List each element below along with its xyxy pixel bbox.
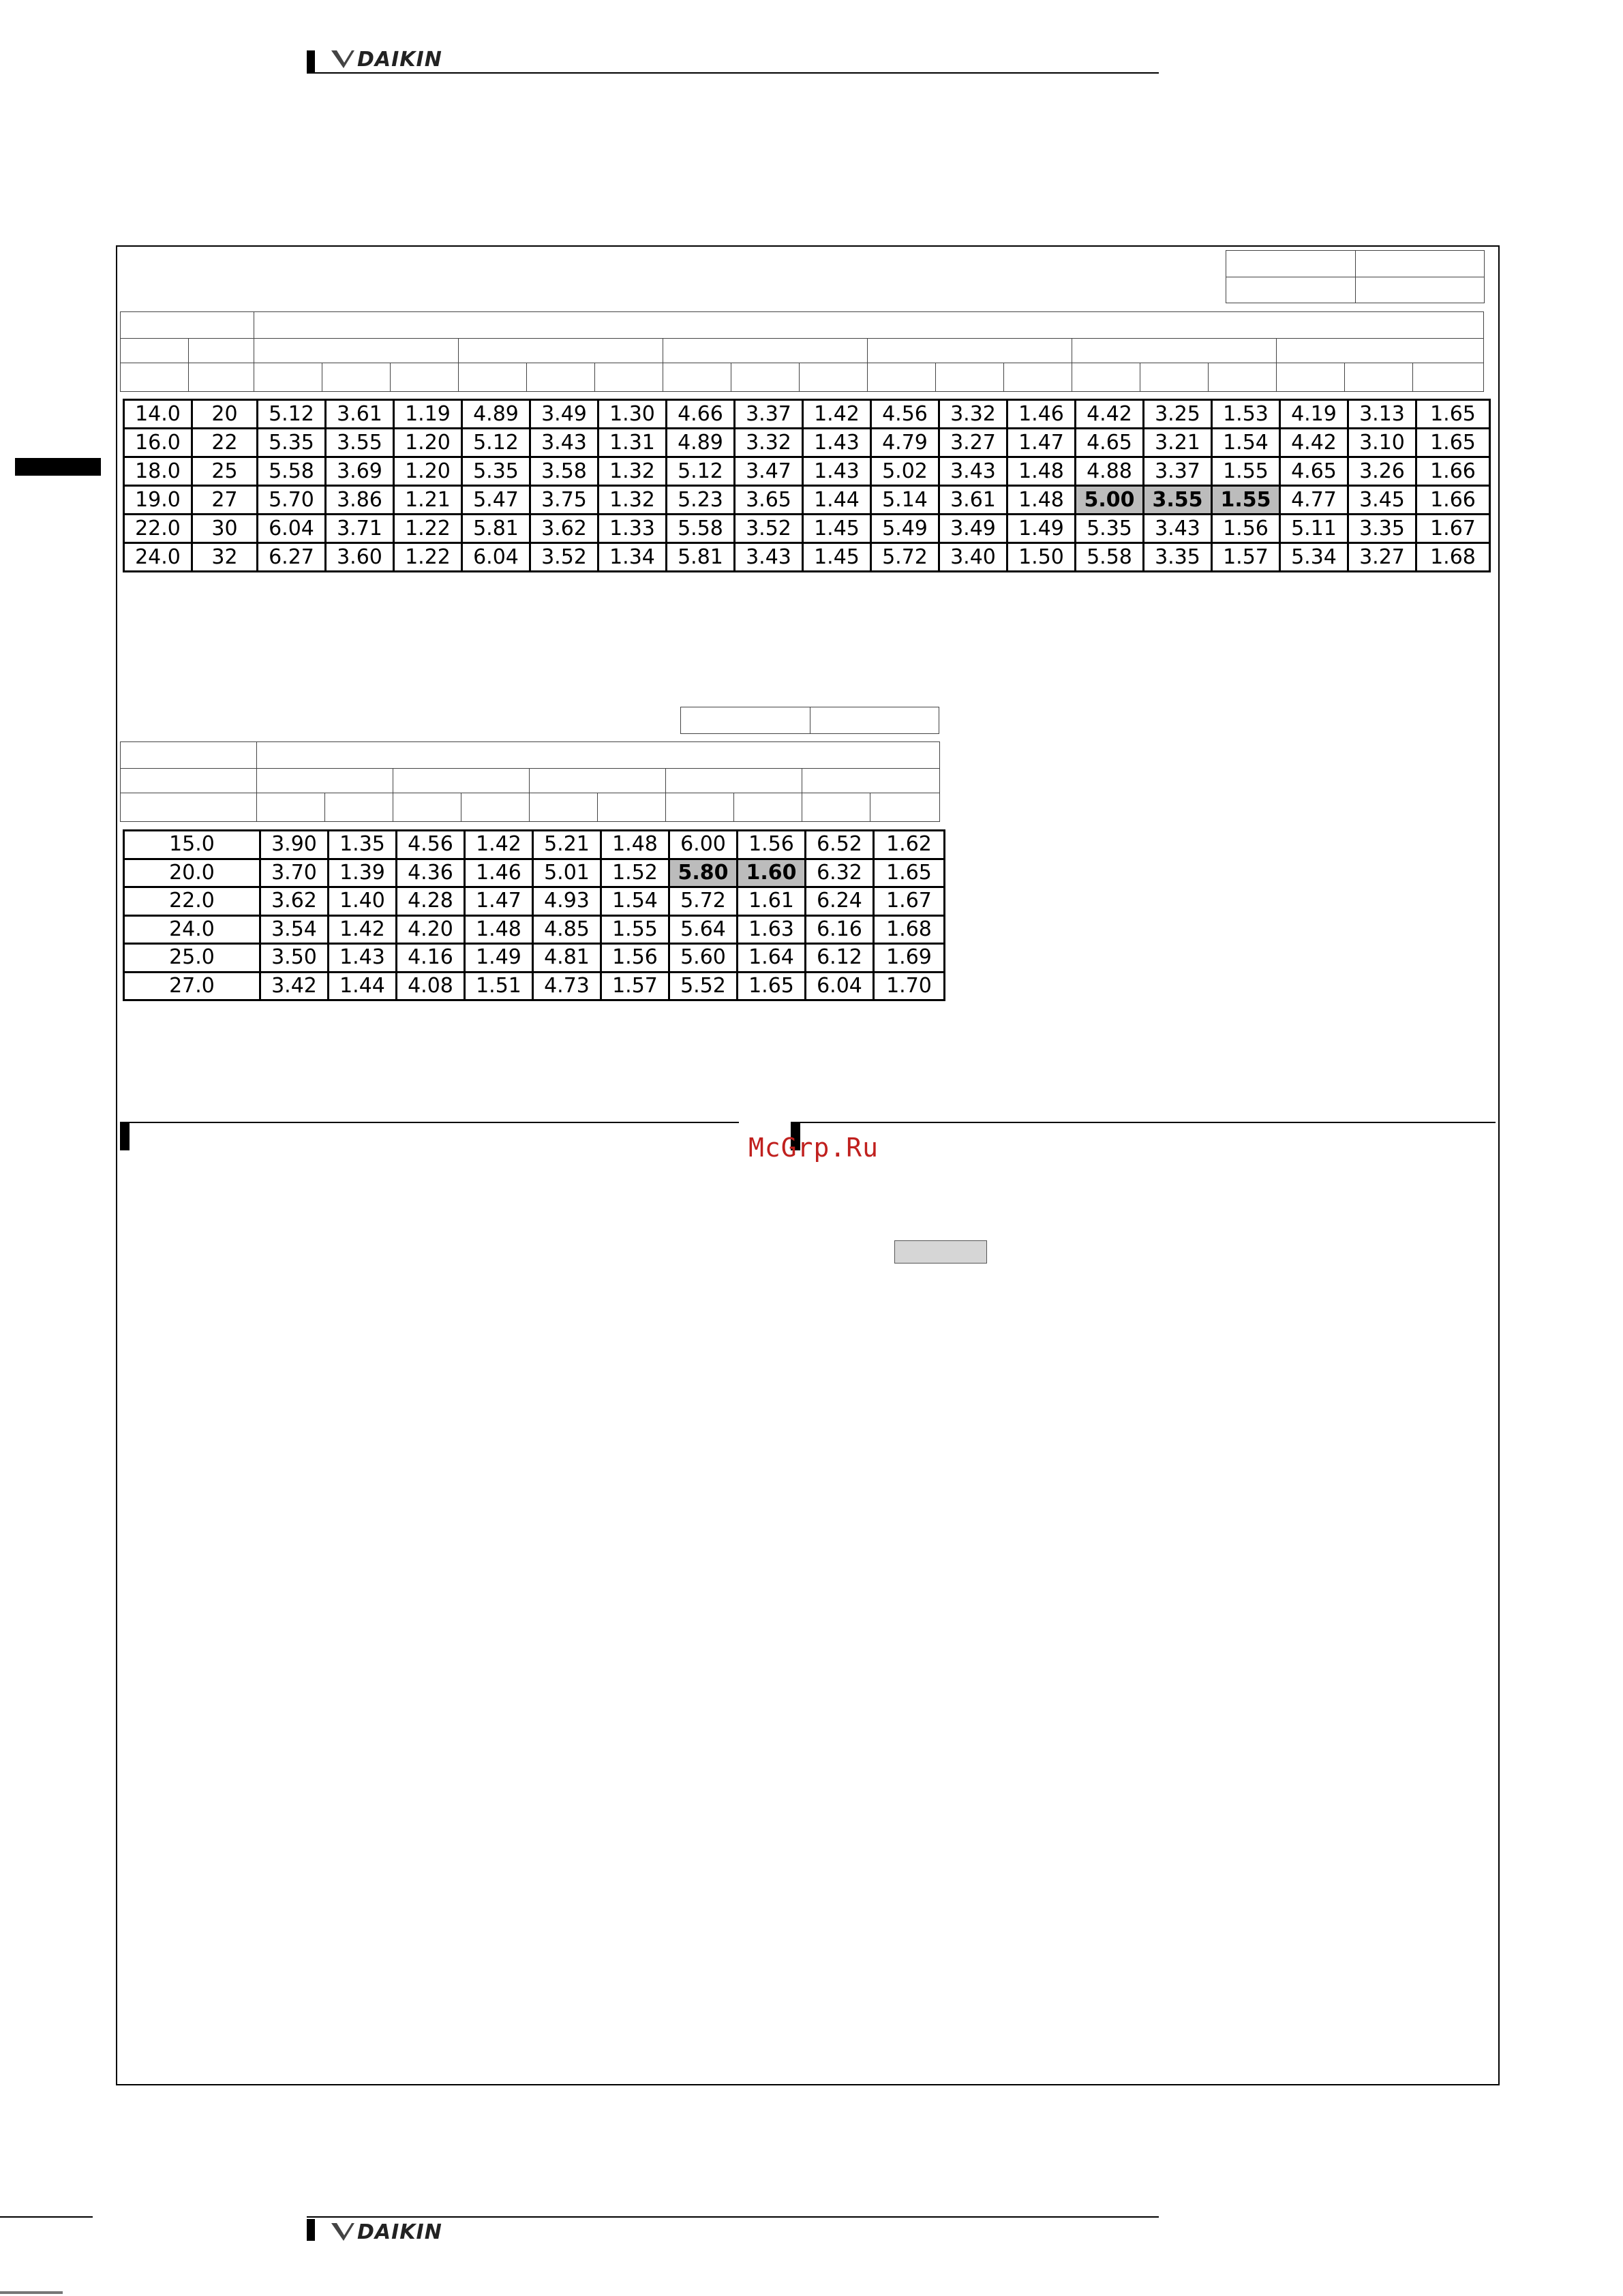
table-cell: 3.42: [260, 972, 329, 1000]
table-cell: 27.0: [124, 972, 260, 1000]
table-cell: 4.89: [462, 400, 530, 429]
table-cell: 5.12: [258, 400, 326, 429]
table-cell: 3.43: [1144, 515, 1212, 543]
table-cell: 4.42: [1076, 400, 1144, 429]
table-cell: 1.69: [874, 944, 945, 973]
section-mark-left: [120, 1122, 130, 1150]
table-cell: 1.43: [803, 429, 871, 457]
table-cell: 1.42: [329, 915, 397, 944]
table-cell: 18.0: [124, 457, 192, 486]
table-cell: 1.46: [465, 859, 533, 887]
table-cell: 3.55: [1144, 486, 1212, 515]
table-row: [124, 915, 945, 944]
table-cell: 1.56: [738, 831, 806, 859]
table-cell: 4.77: [1280, 486, 1348, 515]
table-cell: 5.00: [1076, 486, 1144, 515]
table-cell: 1.43: [329, 944, 397, 973]
table-cell: 3.55: [326, 429, 394, 457]
table-cell: 15.0: [124, 831, 260, 859]
table-cell: 4.42: [1280, 429, 1348, 457]
table-cell: 1.47: [465, 887, 533, 916]
table-cell: 1.67: [1416, 515, 1490, 543]
table-cell: 6.52: [806, 831, 874, 859]
table-cell: 5.49: [871, 515, 939, 543]
table-cell: 3.54: [260, 915, 329, 944]
table-cell: 3.65: [735, 486, 803, 515]
table-cell: 4.65: [1076, 429, 1144, 457]
table-cell: 3.43: [530, 429, 598, 457]
table-cell: 1.39: [329, 859, 397, 887]
table-cell: 16.0: [124, 429, 192, 457]
table-cell: 1.22: [394, 515, 462, 543]
table-cell: 1.20: [394, 429, 462, 457]
table-cell: 3.86: [326, 486, 394, 515]
table-cell: 1.55: [601, 915, 669, 944]
table1-body: [124, 400, 1490, 572]
table-cell: 1.21: [394, 486, 462, 515]
table-cell: 5.52: [669, 972, 738, 1000]
table-cell: 1.31: [598, 429, 667, 457]
header-rule: [307, 72, 1159, 74]
table-cell: 5.72: [669, 887, 738, 916]
table-cell: 6.24: [806, 887, 874, 916]
table-cell: 1.42: [465, 831, 533, 859]
table-cell: 3.60: [326, 543, 394, 572]
daikin-logo-icon: [331, 2222, 354, 2242]
table-cell: 1.70: [874, 972, 945, 1000]
table-cell: 5.21: [533, 831, 601, 859]
table-cell: 5.35: [462, 457, 530, 486]
table-cell: 3.32: [939, 400, 1007, 429]
table-cell: 6.04: [462, 543, 530, 572]
table-cell: 1.22: [394, 543, 462, 572]
table2-body: [124, 831, 945, 1000]
table-cell: 1.63: [738, 915, 806, 944]
table-cell: 4.89: [667, 429, 735, 457]
table-cell: 27: [192, 486, 258, 515]
footer-brand-bar: [307, 2219, 315, 2241]
table-cell: 3.58: [530, 457, 598, 486]
table-row: [124, 944, 945, 973]
table-cell: 1.56: [601, 944, 669, 973]
table-cell: 5.11: [1280, 515, 1348, 543]
table-cell: 1.61: [738, 887, 806, 916]
table-cell: 5.58: [258, 457, 326, 486]
table-cell: 1.48: [1007, 457, 1076, 486]
table-cell: 3.50: [260, 944, 329, 973]
table-row: [124, 429, 1490, 457]
table-cell: 1.32: [598, 486, 667, 515]
table-cell: 20: [192, 400, 258, 429]
table-cell: 3.40: [939, 543, 1007, 572]
table-cell: 1.35: [329, 831, 397, 859]
table-cell: 1.45: [803, 515, 871, 543]
table-cell: 1.49: [1007, 515, 1076, 543]
table-cell: 3.10: [1348, 429, 1416, 457]
table-cell: 3.37: [1144, 457, 1212, 486]
table2-header-grid: [120, 741, 940, 822]
section-rule-left: [120, 1122, 739, 1123]
table-row: [124, 486, 1490, 515]
table-cell: 3.61: [326, 400, 394, 429]
table-cell: 4.56: [871, 400, 939, 429]
info-box-middle: [680, 707, 939, 734]
table-cell: 25.0: [124, 944, 260, 973]
table-cell: 5.23: [667, 486, 735, 515]
table-cell: 24.0: [124, 543, 192, 572]
table-cell: 4.66: [667, 400, 735, 429]
table-row: [124, 887, 945, 916]
table-cell: 3.61: [939, 486, 1007, 515]
grey-label-box: [894, 1240, 987, 1264]
table-cell: 5.81: [462, 515, 530, 543]
table-cell: 3.35: [1348, 515, 1416, 543]
table-cell: 1.65: [1416, 429, 1490, 457]
table-cell: 1.32: [598, 457, 667, 486]
table-cell: 1.48: [601, 831, 669, 859]
table-cell: 5.72: [871, 543, 939, 572]
table-cell: 5.81: [667, 543, 735, 572]
table-cell: 1.54: [1212, 429, 1280, 457]
table-cell: 1.57: [601, 972, 669, 1000]
heating-capacity-table: [123, 829, 945, 1001]
table-cell: 6.32: [806, 859, 874, 887]
table-row: [124, 831, 945, 859]
table-cell: 4.81: [533, 944, 601, 973]
table-cell: 1.47: [1007, 429, 1076, 457]
table-cell: 1.66: [1416, 457, 1490, 486]
table-cell: 32: [192, 543, 258, 572]
table-cell: 5.14: [871, 486, 939, 515]
table-cell: 3.43: [939, 457, 1007, 486]
table-cell: 5.02: [871, 457, 939, 486]
table-cell: 1.56: [1212, 515, 1280, 543]
table-cell: 20.0: [124, 859, 260, 887]
table-cell: 1.44: [803, 486, 871, 515]
table-cell: 3.90: [260, 831, 329, 859]
table-cell: 14.0: [124, 400, 192, 429]
table-cell: 1.50: [1007, 543, 1076, 572]
table-cell: 5.34: [1280, 543, 1348, 572]
table-cell: 3.47: [735, 457, 803, 486]
table-cell: 6.16: [806, 915, 874, 944]
table-cell: 1.52: [601, 859, 669, 887]
table-cell: 5.12: [667, 457, 735, 486]
daikin-logo-icon: [331, 49, 354, 70]
footer-rule: [307, 2216, 1159, 2218]
footer-brand-text: DAIKIN: [357, 2220, 442, 2244]
table-cell: 6.00: [669, 831, 738, 859]
table-cell: 22.0: [124, 515, 192, 543]
table-cell: 24.0: [124, 915, 260, 944]
table-cell: 1.49: [465, 944, 533, 973]
table-cell: 1.67: [874, 887, 945, 916]
table-cell: 6.12: [806, 944, 874, 973]
table1-header-grid: [120, 311, 1484, 392]
table-cell: 1.48: [465, 915, 533, 944]
table-cell: 3.49: [530, 400, 598, 429]
table-cell: 22.0: [124, 887, 260, 916]
table-cell: 1.66: [1416, 486, 1490, 515]
table-cell: 4.28: [397, 887, 465, 916]
table-row: [124, 457, 1490, 486]
table-cell: 1.40: [329, 887, 397, 916]
table-cell: 3.21: [1144, 429, 1212, 457]
table-row: [124, 972, 945, 1000]
footer-left-rule: [0, 2216, 93, 2218]
table-cell: 1.20: [394, 457, 462, 486]
header-brand-text: DAIKIN: [357, 47, 442, 72]
table-cell: 3.69: [326, 457, 394, 486]
table-cell: 5.70: [258, 486, 326, 515]
table-cell: 1.33: [598, 515, 667, 543]
table-cell: 5.64: [669, 915, 738, 944]
watermark-text: McGrp.Ru: [748, 1133, 879, 1163]
table-cell: 25: [192, 457, 258, 486]
header-logo: [331, 46, 442, 72]
table-cell: 1.57: [1212, 543, 1280, 572]
table-row: [124, 543, 1490, 572]
table-cell: 3.62: [530, 515, 598, 543]
header-brand-bar: [307, 50, 315, 72]
table-row: [124, 400, 1490, 429]
table-cell: 30: [192, 515, 258, 543]
table-cell: 22: [192, 429, 258, 457]
table-cell: 3.52: [735, 515, 803, 543]
side-tab: [15, 458, 101, 476]
table-cell: 5.60: [669, 944, 738, 973]
table-cell: 3.70: [260, 859, 329, 887]
table-cell: 5.47: [462, 486, 530, 515]
table-cell: 1.64: [738, 944, 806, 973]
table-cell: 3.37: [735, 400, 803, 429]
table-cell: 1.48: [1007, 486, 1076, 515]
table-cell: 3.32: [735, 429, 803, 457]
table-cell: 5.58: [1076, 543, 1144, 572]
table-cell: 1.65: [738, 972, 806, 1000]
table-cell: 3.25: [1144, 400, 1212, 429]
table-cell: 1.30: [598, 400, 667, 429]
footer-corner-mark: [0, 2291, 63, 2294]
table-cell: 6.04: [258, 515, 326, 543]
table-cell: 3.75: [530, 486, 598, 515]
table-cell: 3.26: [1348, 457, 1416, 486]
footer-logo: [331, 2219, 442, 2245]
table-row: [124, 859, 945, 887]
table-cell: 1.46: [1007, 400, 1076, 429]
table-cell: 1.34: [598, 543, 667, 572]
table-cell: 4.36: [397, 859, 465, 887]
section-rule-right: [791, 1122, 1496, 1123]
table-cell: 1.42: [803, 400, 871, 429]
table-cell: 1.53: [1212, 400, 1280, 429]
table-cell: 1.65: [1416, 400, 1490, 429]
table-cell: 1.55: [1212, 457, 1280, 486]
table-cell: 1.65: [874, 859, 945, 887]
table-cell: 4.65: [1280, 457, 1348, 486]
table-cell: 3.52: [530, 543, 598, 572]
table-cell: 4.85: [533, 915, 601, 944]
table-cell: 4.19: [1280, 400, 1348, 429]
table-cell: 6.04: [806, 972, 874, 1000]
table-cell: 1.51: [465, 972, 533, 1000]
table-cell: 1.54: [601, 887, 669, 916]
table-cell: 3.13: [1348, 400, 1416, 429]
table-cell: 1.44: [329, 972, 397, 1000]
info-box-top: [1226, 250, 1485, 303]
table-cell: 1.68: [874, 915, 945, 944]
table-cell: 1.68: [1416, 543, 1490, 572]
table-cell: 5.58: [667, 515, 735, 543]
table-cell: 4.93: [533, 887, 601, 916]
table-cell: 4.16: [397, 944, 465, 973]
table-cell: 3.45: [1348, 486, 1416, 515]
table-cell: 5.35: [258, 429, 326, 457]
table-cell: 3.27: [1348, 543, 1416, 572]
table-cell: 5.01: [533, 859, 601, 887]
table-cell: 4.56: [397, 831, 465, 859]
table-cell: 4.79: [871, 429, 939, 457]
table-cell: 6.27: [258, 543, 326, 572]
table-cell: 1.55: [1212, 486, 1280, 515]
table-cell: 4.73: [533, 972, 601, 1000]
table-cell: 1.19: [394, 400, 462, 429]
table-cell: 5.12: [462, 429, 530, 457]
table-cell: 3.43: [735, 543, 803, 572]
table-cell: 3.35: [1144, 543, 1212, 572]
table-cell: 4.08: [397, 972, 465, 1000]
table-cell: 3.62: [260, 887, 329, 916]
table-cell: 1.62: [874, 831, 945, 859]
table-cell: 1.43: [803, 457, 871, 486]
cooling-capacity-table: [123, 399, 1491, 572]
table-cell: 4.88: [1076, 457, 1144, 486]
table-cell: 5.80: [669, 859, 738, 887]
table-cell: 4.20: [397, 915, 465, 944]
table-cell: 3.27: [939, 429, 1007, 457]
table-cell: 1.45: [803, 543, 871, 572]
table-cell: 19.0: [124, 486, 192, 515]
table-cell: 3.71: [326, 515, 394, 543]
table-row: [124, 515, 1490, 543]
table-cell: 5.35: [1076, 515, 1144, 543]
table-cell: 1.60: [738, 859, 806, 887]
table-cell: 3.49: [939, 515, 1007, 543]
